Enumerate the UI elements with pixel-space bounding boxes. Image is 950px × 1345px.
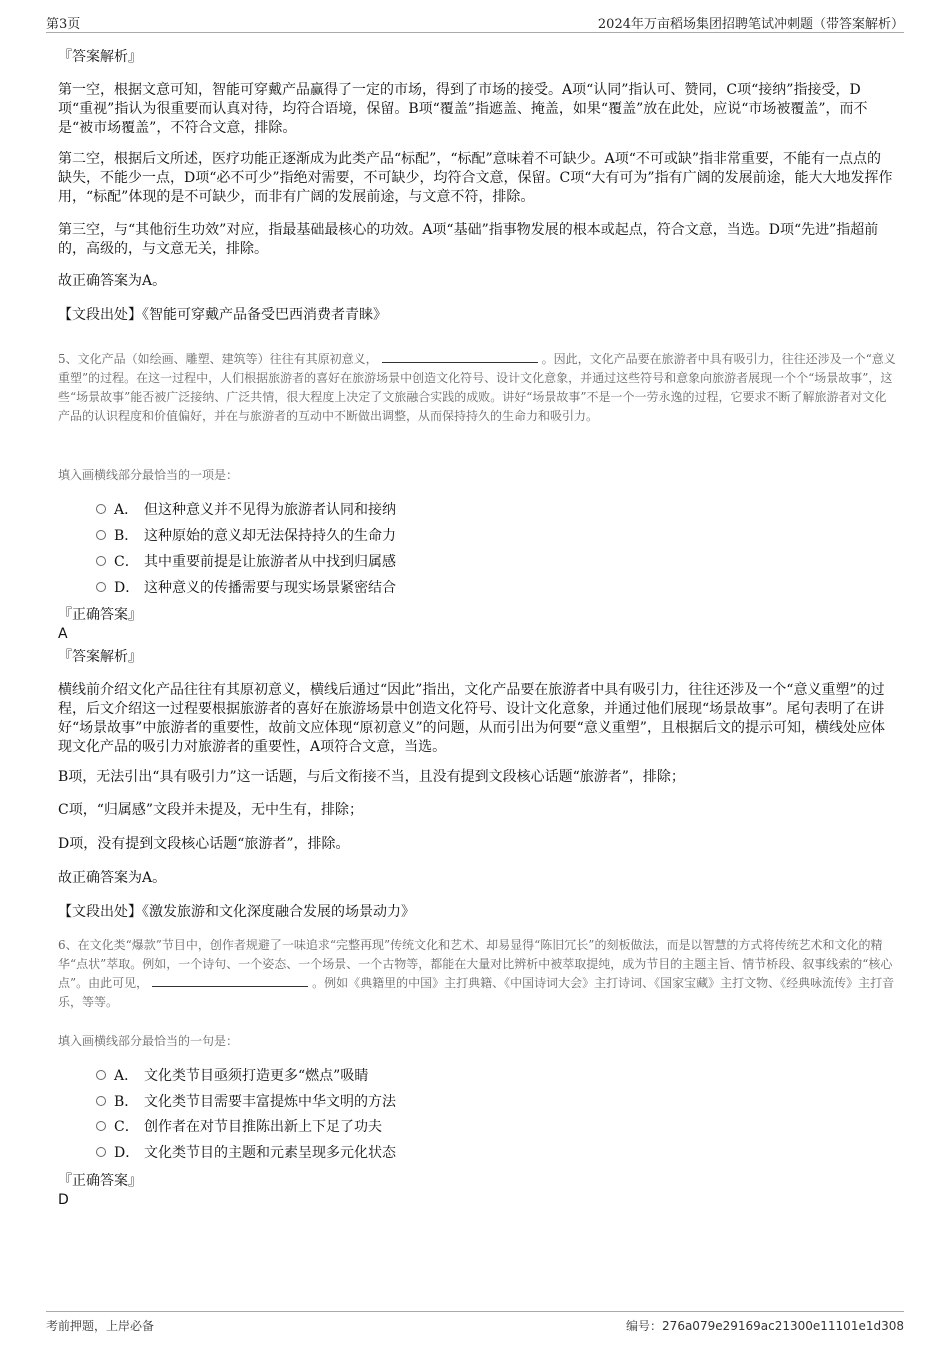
q5-analysis-label: 『答案解析』	[58, 649, 142, 665]
q5-blank	[382, 350, 538, 363]
radio-icon[interactable]	[96, 1070, 106, 1080]
q5-analysis-paragraph: C项，“归属感”文段并未提及，无中生有，排除；	[58, 802, 364, 818]
q6-option-d[interactable]: D． 文化类节目的主题和元素呈现多元化状态	[96, 1143, 396, 1163]
q4-analysis-paragraph: 第三空，与“其他衍生功效”对应，指最基础最核心的功效。A项“基础”指事物发展的根本或起点，符合文意，当选。D项“先进”指超前的，高级的，与文意无关，排除。	[58, 222, 879, 257]
q6-correct-answer: D	[58, 1192, 69, 1208]
footer-slogan: 考前押题，上岸必备	[46, 1319, 155, 1333]
radio-icon[interactable]	[96, 504, 106, 514]
q5-source: 【文段出处】《激发旅游和文化深度融合发展的场景动力》	[58, 904, 415, 920]
q5-correct-answer: A	[58, 626, 68, 642]
document-title: 2024年万亩稻场集团招聘笔试冲刺题（带答案解析）	[597, 17, 904, 32]
q4-analysis-paragraph: 第二空，根据后文所述，医疗功能正逐渐成为此类产品“标配”，“标配”意味着不可缺少。A项“不可或缺”指非常重要，不能有一点点的缺失，不能少一点，D项“必不可少”指绝对需要，不可缺少，均符合文意，保留。C项“大有可为”指有广阔的发展前途，能大大地发挥作用，“标配”体现的是不可缺少，而非有广阔的发展前途，与文意不符，排除。	[58, 151, 893, 205]
q5-correct-label: 『正确答案』	[58, 607, 142, 623]
q5-option-b[interactable]: B． 这种原始的意义却无法保持持久的生命力	[96, 526, 396, 546]
q5-analysis-paragraph: 横线前介绍文化产品往往有其原初意义，横线后通过“因此”指出，文化产品要在旅游者中具有吸引力，往往还涉及一个“意义重塑”的过程，后文介绍这一过程要根据旅游者的喜好在旅游场景中创造文化符号、设计文化意象，并通过他们展现“场景故事”。尾句表明了在讲好“场景故事”中旅游者的重要性，故前文应体现“原初意义”的问题，从而引出为何要“意义重塑”，且根据后文的提示可知，横线处应体现文化产品的吸引力对旅游者的重要性，A项符合文意，当选。	[58, 682, 885, 755]
q4-analysis-label: 『答案解析』	[58, 49, 142, 65]
document-code: 编号：276a079e29169ac21300e11101e1d308	[626, 1319, 904, 1333]
q4-source: 【文段出处】《智能可穿戴产品备受巴西消费者青睐》	[58, 307, 387, 323]
page-footer	[46, 1311, 904, 1336]
q6-prompt: 填入画横线部分最恰当的一句是：	[58, 1034, 239, 1048]
q6-correct-label: 『正确答案』	[58, 1173, 142, 1189]
radio-icon[interactable]	[96, 1147, 106, 1157]
q4-conclusion: 故正确答案为A。	[58, 273, 167, 289]
q5-option-a[interactable]: A． 但这种意义并不见得为旅游者认同和接纳	[96, 500, 396, 520]
radio-icon[interactable]	[96, 530, 106, 540]
radio-icon[interactable]	[96, 556, 106, 566]
q5-analysis-paragraph: B项，无法引出“具有吸引力”这一话题，与后文衔接不当，且没有提到文段核心话题“旅游者”，排除；	[58, 769, 685, 785]
q5-option-c[interactable]: C． 其中重要前提是让旅游者从中找到归属感	[96, 552, 396, 572]
radio-icon[interactable]	[96, 582, 106, 592]
q5-analysis-paragraph: D项，没有提到文段核心话题“旅游者”，排除。	[58, 836, 350, 852]
page-header	[46, 10, 904, 33]
q5-prompt: 填入画横线部分最恰当的一项是：	[58, 468, 239, 482]
q5-option-d[interactable]: D． 这种意义的传播需要与现实场景紧密结合	[96, 578, 396, 598]
q6-option-a[interactable]: A． 文化类节目亟须打造更多“燃点”吸睛	[96, 1066, 368, 1086]
q6-option-b[interactable]: B． 文化类节目需要丰富提炼中华文明的方法	[96, 1092, 396, 1112]
q5-conclusion: 故正确答案为A。	[58, 870, 167, 886]
q6-option-c[interactable]: C． 创作者在对节目推陈出新上下足了功夫	[96, 1117, 382, 1137]
q5-stem: 5、文化产品（如绘画、雕塑、建筑等）往往有其原初意义， 。因此，文化产品要在旅游者中具有吸引力，往往还涉及一个“意义重塑”的过程。在这一过程中，人们根据旅游者的喜好在旅游场景中创造文化符号、设计文化意象，并通过这些符号和意象向旅游者展现一个个“场景故事”，这些“场景故事”能否被广泛接纳、广泛共情，很大程度上决定了文旅融合实践的成败。讲好“场景故事”不是一个一劳永逸的过程，它要求不断了解旅游者对文化产品的认识程度和价值偏好，并在与旅游者的互动中不断做出调整，从而保持持久的生命力和吸引力。	[58, 352, 896, 423]
radio-icon[interactable]	[96, 1096, 106, 1106]
page-number: 第3页	[46, 17, 81, 32]
radio-icon[interactable]	[96, 1121, 106, 1131]
q4-analysis-paragraph: 第一空，根据文意可知，智能可穿戴产品赢得了一定的市场，得到了市场的接受。A项“认同”指认可、赞同，C项“接纳”指接受，D项“重视”指认为很重要而认真对待，均符合语境，保留。B项“覆盖”指遮盖、掩盖，如果“覆盖”放在此处，应说“市场被覆盖”，而不是“被市场覆盖”，不符合文意，排除。	[58, 82, 868, 136]
q6-stem: 6、在文化类“爆款”节目中，创作者规避了一味追求“完整再现”传统文化和艺术、却易显得“陈旧冗长”的刻板做法，而是以智慧的方式将传统艺术和文化的精华“点状”萃取。例如，一个诗句、一个姿态、一个场景、一个古物等，都能在大量对比辨析中被萃取提纯，成为节目的主题主旨、情节桥段、叙事线索的“核心点”。由此可见， 。例如《典籍里的中国》主打典籍、《中国诗词大会》主打诗词、《国家宝藏》主打文物、《经典咏流传》主打音乐，等等。	[58, 938, 895, 1009]
q6-blank	[152, 974, 308, 987]
